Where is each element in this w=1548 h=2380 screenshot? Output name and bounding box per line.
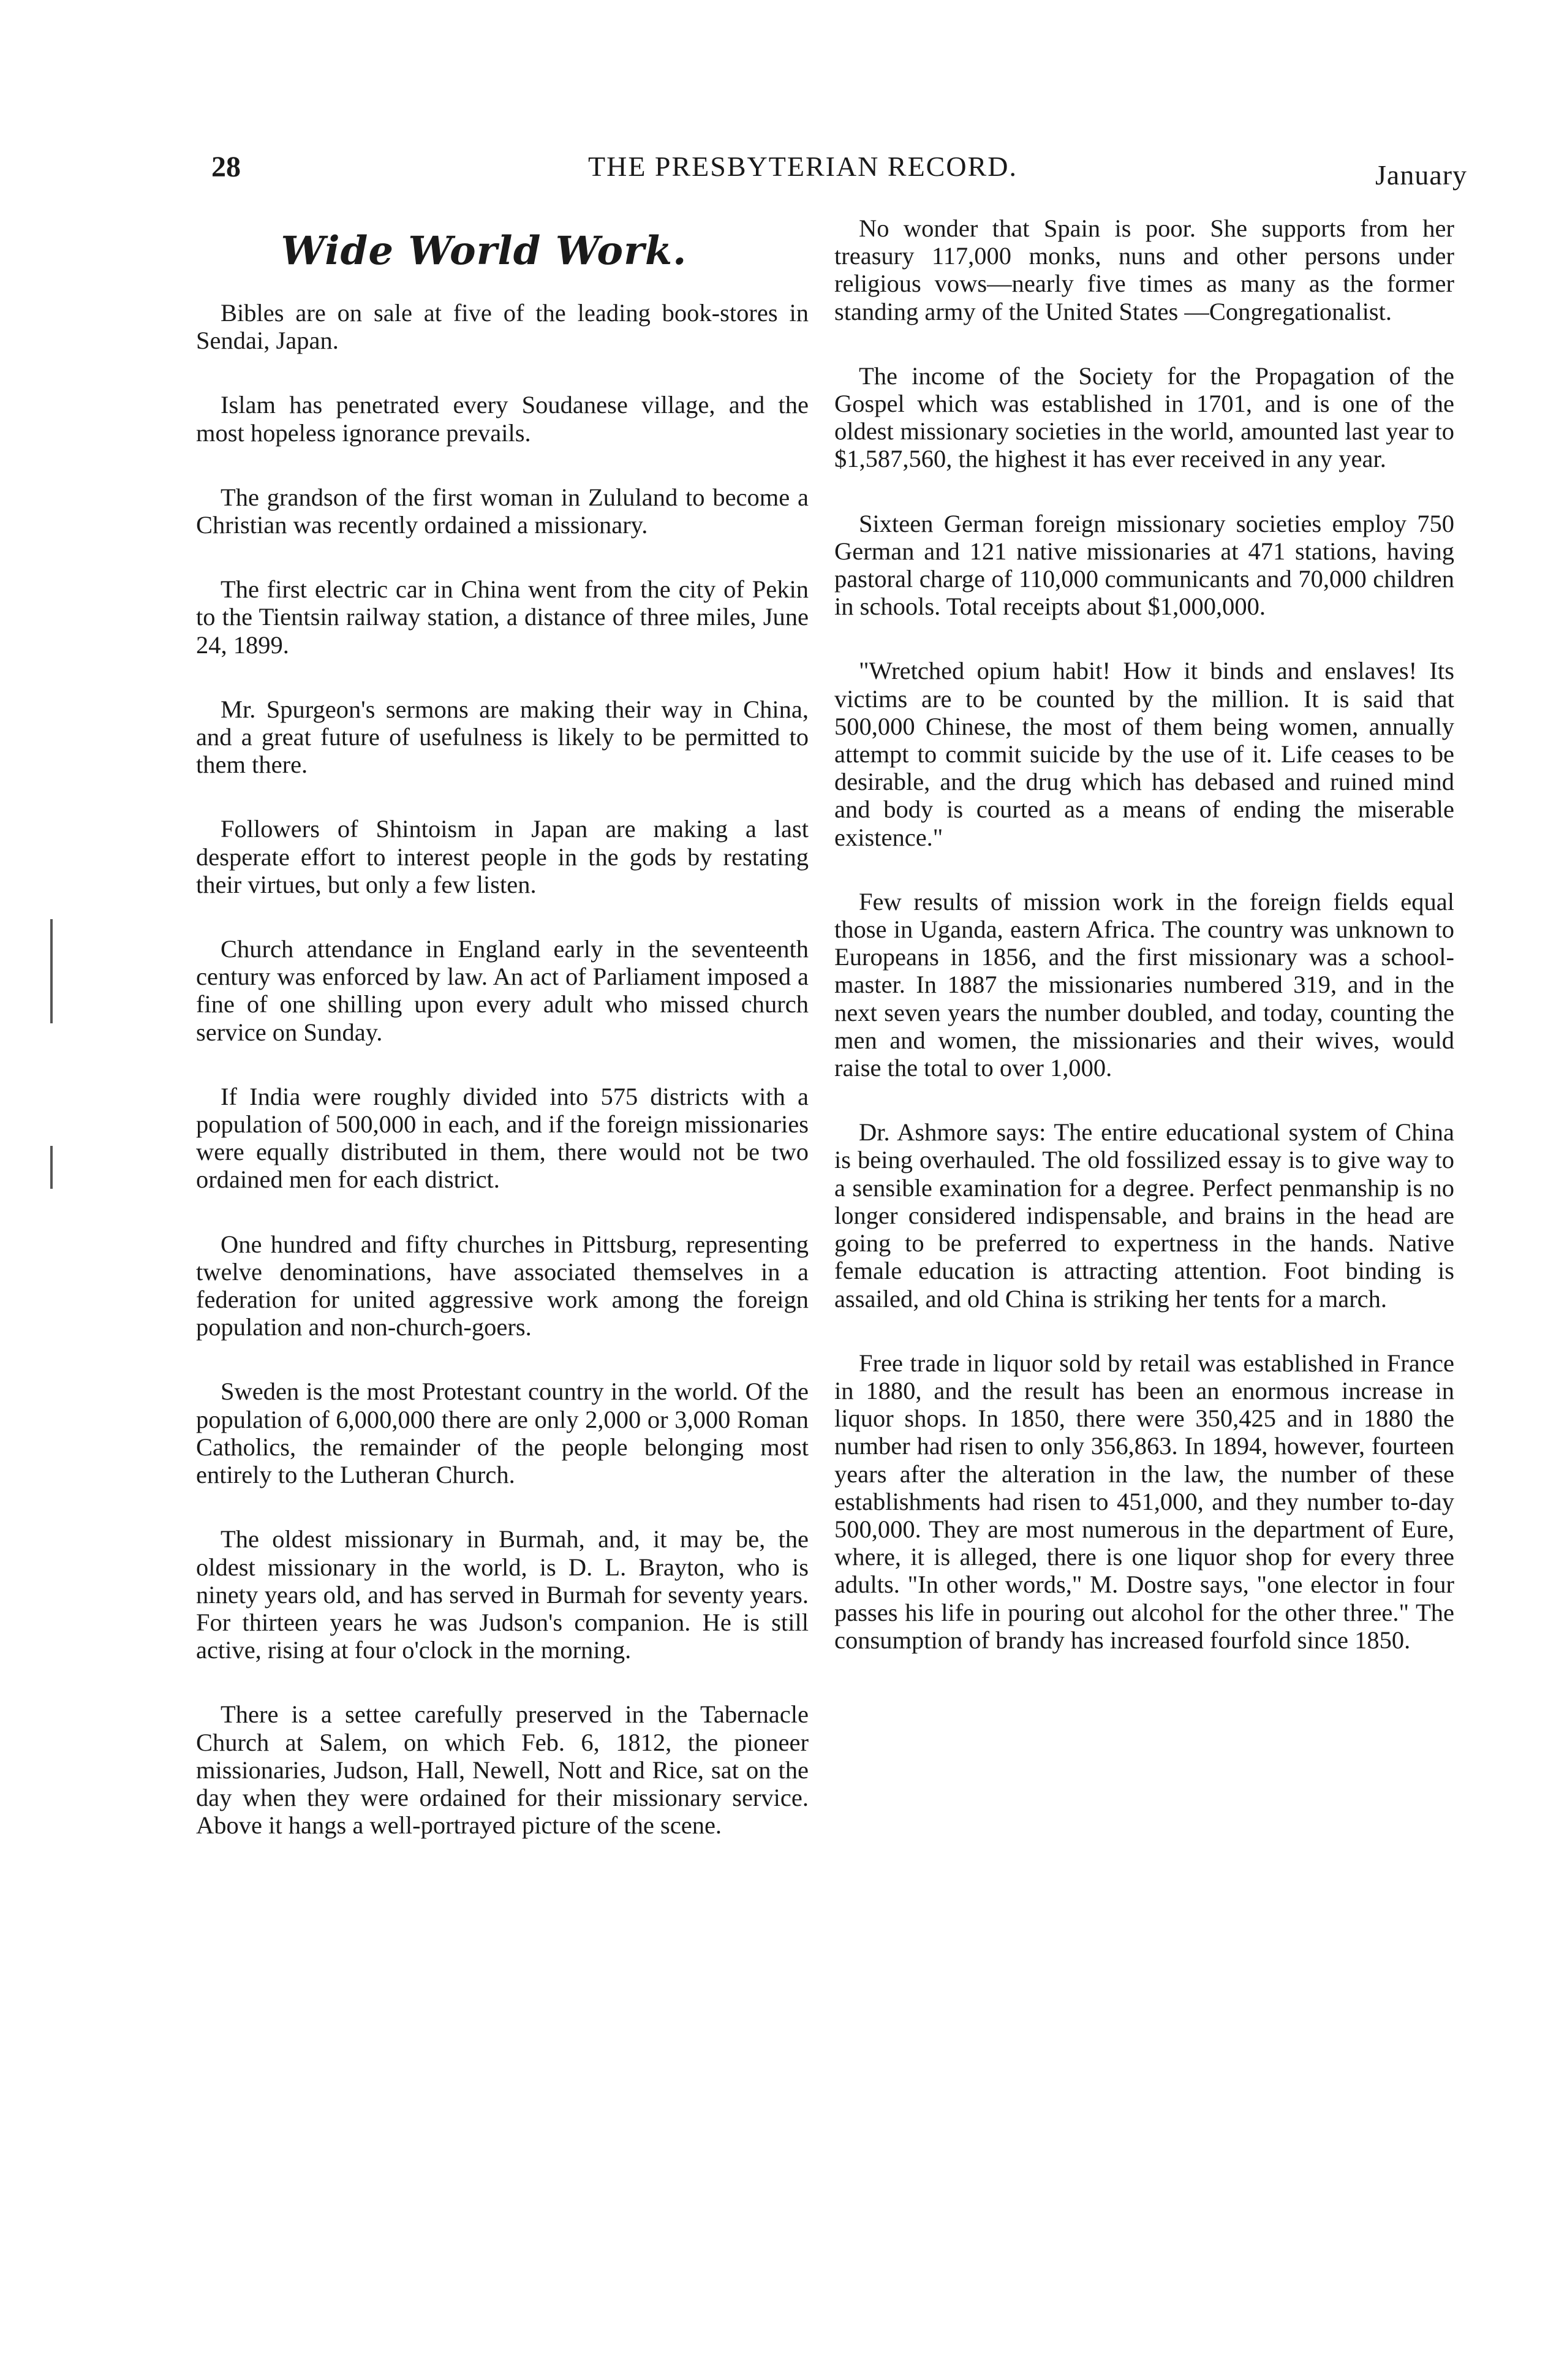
news-item: Dr. Ashmore says: The entire educational system of China is being overhauled. The old fossilized essay is to give way to a sensible examination for a degree. Perfect penmanship is no longer considered indispensable, and brains in the head are going to be preferred to expertness in the hands. Native female education is attracting attention. Foot binding is assailed, and old China is striking her tents for a march. [834,1118,1454,1313]
news-item: Islam has penetrated every Soudanese village, and the most hopeless ignorance prevails. [196,391,809,447]
news-item: Mr. Spurgeon's sermons are making their way in China, and a great future of usefulness is likely to be permitted to them there. [196,695,809,779]
news-item: Bibles are on sale at five of the leading book-stores in Sendai, Japan. [196,299,809,355]
news-item: "Wretched opium habit! How it binds and enslaves! Its victims are to be counted by the million. It is said that 500,000 Chinese, the most of them being women, annually attempt to commit suicide by the use of it. Life ceases to be desirable, and the drug which has debased and ruined mind and body is courted as a means of ending the miserable existence." [834,657,1454,851]
news-item: Church attendance in England early in the seventeenth century was enforced by law. An act of Parliament imposed a fine of one shilling upon every adult who missed church service on Sunday. [196,935,809,1046]
news-item: Sweden is the most Protestant country in the world. Of the population of 6,000,000 there are only 2,000 or 3,000 Roman Catholics, the remainder of the people belonging most entirely to the Lutheran Church. [196,1378,809,1489]
news-item: The grandson of the first woman in Zululand to become a Christian was recently ordained a missionary. [196,483,809,539]
running-head [0,150,1548,193]
margin-scan-mark [50,1146,53,1189]
news-item: The first electric car in China went from the city of Pekin to the Tientsin railway station, a distance of three miles, June 24, 1899. [196,575,809,659]
issue-month: January [1375,159,1468,191]
news-item: One hundred and fifty churches in Pittsburg, representing twelve denominations, have associated themselves in a federation for united aggressive work among the foreign population and non-church-goers. [196,1230,809,1341]
news-item: Few results of mission work in the foreign fields equal those in Uganda, eastern Africa. The country was unknown to Europeans in 1856, and the first missionary was a school-master. In 1887 the missionaries numbered 319, and in the next seven years the number doubled, and today, counting the men and women, the missionaries and their wives, would raise the total to over 1,000. [834,887,1454,1082]
margin-scan-mark [50,919,53,1023]
news-item: No wonder that Spain is poor. She supports from her treasury 117,000 monks, nuns and other persons under religious vows—nearly five times as many as the former standing army of the United States —Congregationalist. [834,214,1454,325]
news-item: If India were roughly divided into 575 districts with a population of 500,000 in each, and if the foreign missionaries were equally distributed in them, there would not be two ordained men for each district. [196,1082,809,1194]
page-number: 28 [211,151,241,183]
news-item: Followers of Shintoism in Japan are making a last desperate effort to interest people in the gods by restating their virtues, but only a few listen. [196,815,809,898]
journal-title: THE PRESBYTERIAN RECORD. [588,151,1018,182]
left-column [196,227,809,1839]
news-item: The income of the Society for the Propagation of the Gospel which was established in 1701, and is one of the oldest missionary societies in the world, amounted last year to $1,587,560, the highest it has ever received in any year. [834,362,1454,473]
news-item: Sixteen German foreign missionary societies employ 750 German and 121 native missionaries at 471 stations, having pastoral charge of 110,000 communicants and 70,000 children in schools. Total receipts about $1,000,000. [834,509,1454,621]
section-title: Wide World Work. [281,228,687,274]
news-item: Free trade in liquor sold by retail was established in France in 1880, and the result has been an enormous increase in liquor shops. In 1850, there were 350,425 and in 1880 the number had risen to only 356,863. In 1894, however, fourteen years after the alteration in the law, the number of these establishments had risen to 451,000, and they number to-day 500,000. They are most numerous in the department of Eure, where, it is alleged, there is one liquor shop for every three adults. "In other words," M. Dostre says, "one elector in four passes his life in pouring out alcohol for the other three." The consumption of brandy has increased fourfold since 1850. [834,1349,1454,1654]
right-column [834,214,1454,1654]
news-item: The oldest missionary in Burmah, and, it may be, the oldest missionary in the world, is D. L. Brayton, who is ninety years old, and has served in Burmah for seventy years. For thirteen years he was Judson's companion. He is still active, rising at four o'clock in the morning. [196,1525,809,1664]
news-item: There is a settee carefully preserved in the Tabernacle Church at Salem, on which Feb. 6, 1812, the pioneer missionaries, Judson, Hall, Newell, Nott and Rice, sat on the day when they were ordained for their missionary service. Above it hangs a well-portrayed picture of the scene. [196,1700,809,1840]
